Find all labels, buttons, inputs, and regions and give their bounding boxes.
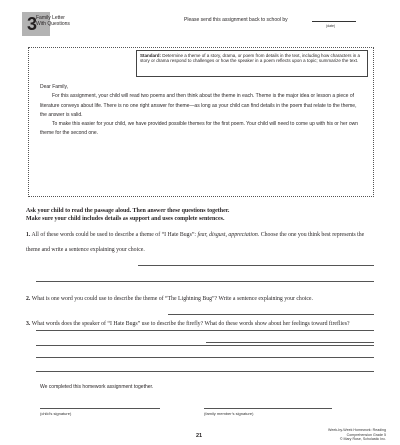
family-signature-label: (family member’s signature) bbox=[204, 411, 254, 416]
due-date-prompt: Please send this assignment back to school by bbox=[184, 17, 288, 23]
instructions bbox=[26, 207, 376, 223]
standard-label: Standard: bbox=[140, 52, 162, 58]
unit-caption-line-2: With Questions bbox=[36, 21, 70, 27]
question-2-text: What is one word you could use to describe the theme of “The Lightning Bug”? Write a sentence explaining your choice. bbox=[31, 296, 313, 302]
question-1-number: 1. bbox=[26, 232, 31, 238]
page-number: 21 bbox=[196, 433, 203, 439]
credit-line-2: © Mary Rose, Scholastic Inc. bbox=[339, 437, 386, 442]
question-2-number: 2. bbox=[26, 296, 31, 302]
question-3-text: What words does the speaker of “I Hate Bugs” use to describe the firefly? What do these words show about her feelings toward fireflies? bbox=[31, 321, 350, 327]
instructions-line-1: Ask your child to read the passage aloud. Then answer these questions together. bbox=[26, 208, 230, 214]
due-date-label: (date) bbox=[326, 24, 336, 28]
question-3-number: 3. bbox=[26, 321, 31, 327]
completed-statement: We completed this homework assignment together. bbox=[40, 384, 154, 390]
unit-caption-line-1: Family Letter bbox=[36, 15, 65, 21]
question-1-answer-line-1[interactable] bbox=[138, 265, 374, 266]
question-2-answer-line-3[interactable] bbox=[36, 345, 374, 346]
question-1-answer-line-2[interactable] bbox=[36, 281, 374, 282]
due-date-field[interactable] bbox=[312, 21, 356, 22]
letter-body bbox=[40, 83, 360, 139]
letter-paragraph-2: To make this easier for your child, we have provided possible themes for the first poem. Your child will need to come up with his or her own theme for the second one. bbox=[40, 121, 358, 137]
child-signature-label: (child’s signature) bbox=[40, 411, 72, 416]
letter-greeting: Dear Family, bbox=[40, 84, 68, 90]
question-1-text-a: All of these words could be used to describe a theme of “I Hate Bugs”: bbox=[31, 232, 197, 238]
letter-paragraph-1: For this assignment, your child will read two poems and then think about the theme in each. Theme is the major idea or lesson a piece of literature conveys about life. There is no one right answer for theme—as long as your child can find details in the poem that relate to the theme, the answer is valid. bbox=[40, 93, 357, 118]
standard-text: Determine a theme of a story, drama, or poem from details in the text, including how characters in a story or drama respond to challenges or how the speaker in a poem reflects upon a topic; summarize the text. bbox=[140, 52, 361, 64]
question-1-choices: fear, disgust, appreciation. bbox=[197, 232, 260, 238]
question-2-answer-line-1[interactable] bbox=[168, 314, 374, 315]
question-2 bbox=[26, 292, 376, 307]
child-signature-field[interactable] bbox=[40, 408, 160, 409]
question-1 bbox=[26, 228, 376, 258]
unit-number: 3 bbox=[27, 14, 38, 34]
family-signature-field[interactable] bbox=[204, 408, 332, 409]
credits bbox=[314, 428, 386, 442]
question-3-answer-line-3[interactable] bbox=[36, 371, 374, 372]
standard-box bbox=[136, 50, 368, 77]
instructions-line-2: Make sure your child includes details as support and uses complete sentences. bbox=[26, 216, 225, 222]
question-3-answer-line-2[interactable] bbox=[36, 357, 374, 358]
unit-caption bbox=[36, 15, 70, 27]
question-3-answer-line-1[interactable] bbox=[206, 342, 374, 343]
question-1-text-b: Choose the one you think best represents the theme and write a sentence explaining your choice. bbox=[26, 232, 365, 253]
credit-line-1: Week-by-Week Homework: Reading Comprehension Grade 5 bbox=[328, 428, 386, 437]
question-3 bbox=[26, 317, 376, 332]
